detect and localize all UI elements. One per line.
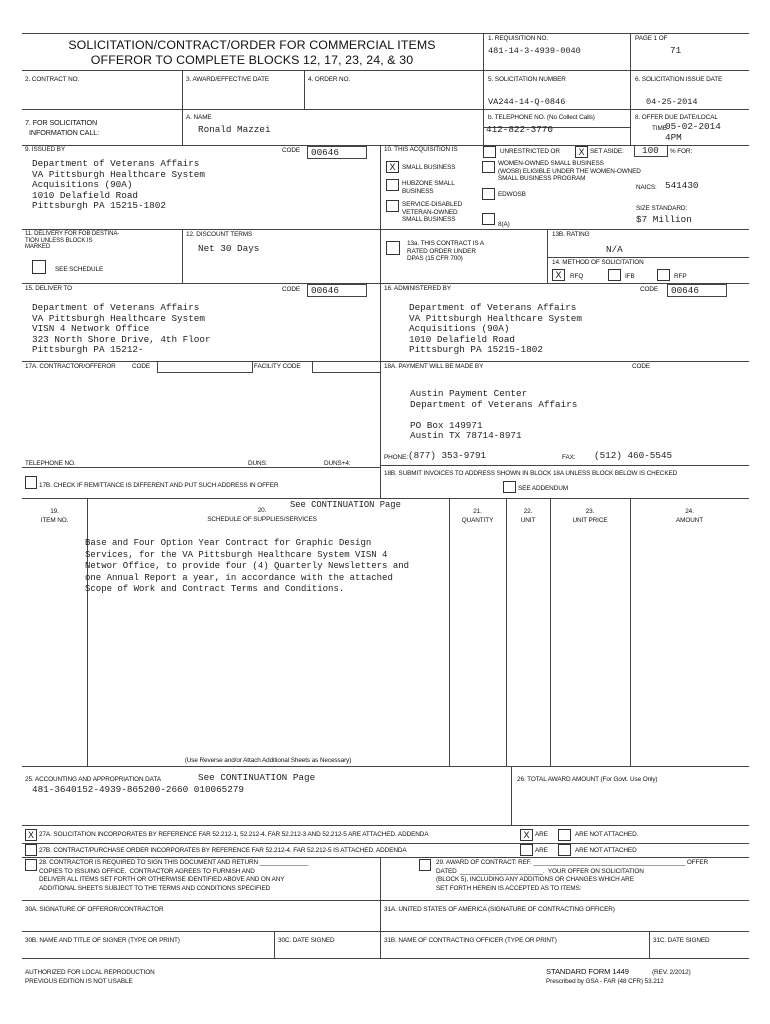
rfp-checkbox[interactable] <box>657 269 670 281</box>
rule <box>22 33 749 34</box>
rule <box>449 498 450 766</box>
issued-by-address: Department of Veterans Affairs VA Pittsburgh Healthcare System Acquisitions (90A) 1010 Delafield Road Pittsburgh PA 15215-1802 <box>32 158 205 211</box>
form-title: SOLICITATION/CONTRACT/ORDER FOR COMMERCIAL ITEMS <box>68 38 436 52</box>
issued-by-label: 9. ISSUED BY <box>25 146 65 153</box>
schedule-footnote: (Use Reverse and/or Attach Additional Sheets as Necessary) <box>184 757 352 764</box>
see-schedule-label: SEE SCHEDULE <box>55 266 104 273</box>
hubzone-label: HUBZONE SMALL BUSINESS <box>402 180 455 195</box>
rule <box>22 958 749 959</box>
unit-header: 22. UNIT <box>520 508 536 524</box>
issued-by-code-label: CODE <box>282 147 301 154</box>
method-label: 14. METHOD OF SOLICITATION <box>552 259 644 266</box>
see-schedule-checkbox[interactable] <box>32 260 46 274</box>
quantity-header: 21. QUANTITY <box>461 508 494 524</box>
set-aside-checkbox[interactable]: X <box>575 146 588 158</box>
eight-a-label: 8(A) <box>498 221 510 228</box>
contractor-code-box[interactable] <box>157 361 253 373</box>
accounting-label: 25. ACCOUNTING AND APPROPRIATION DATA <box>25 776 161 783</box>
rule <box>22 109 749 110</box>
rfq-checkbox[interactable]: X <box>552 269 565 281</box>
solicitation-info-label: 7. FOR SOLICITATION <box>25 118 98 127</box>
discount-terms-value[interactable]: Net 30 Days <box>198 243 260 254</box>
issue-date-label: 6. SOLICITATION ISSUE DATE <box>635 76 723 83</box>
rule <box>380 857 381 958</box>
award-date-label: 3. AWARD/EFFECTIVE DATE <box>186 76 270 83</box>
form-sf1449 <box>22 33 749 958</box>
payment-phone-label: PHONE: <box>384 454 408 461</box>
officer-name-label: 31B. NAME OF CONTRACTING OFFICER (TYPE OR PRINT) <box>384 937 557 944</box>
wosb-checkbox[interactable] <box>482 161 495 173</box>
payment-fax-value: (512) 460-5545 <box>594 450 673 461</box>
small-business-checkbox[interactable]: X <box>386 161 399 173</box>
block-28-checkbox[interactable] <box>25 859 37 871</box>
size-standard-value[interactable]: $7 Million <box>636 214 692 225</box>
telephone-label: b. TELEPHONE NO. (No Collect Calls) <box>488 114 595 121</box>
date-signed-label: 30C. DATE SIGNED <box>278 937 335 944</box>
amount-header: 24. AMOUNT <box>675 508 704 524</box>
offer-due-time-value[interactable]: 4PM <box>665 132 682 143</box>
unrestricted-label: UNRESTRICTED OR <box>500 148 560 155</box>
accounting-value: 481-3640152-4939-865200-2660 010065279 <box>32 784 245 795</box>
rule <box>547 229 548 283</box>
block-29-checkbox[interactable] <box>419 859 431 871</box>
27a-are-not-label: ARE NOT ATTACHED. <box>575 831 639 838</box>
facility-code-label: FACILITY CODE <box>254 363 301 370</box>
name-label: A. NAME <box>186 114 212 121</box>
solicitation-number-label: 5. SOLICITATION NUMBER <box>488 76 566 83</box>
requisition-value[interactable]: 481-14-3-4939-0040 <box>488 46 581 56</box>
schedule-number: 20. <box>257 507 267 514</box>
rule <box>182 70 183 145</box>
eight-a-checkbox[interactable] <box>482 213 495 225</box>
deliver-to-code-box[interactable] <box>307 284 367 297</box>
offer-due-date-value[interactable]: 05-02-2014 <box>665 121 721 132</box>
rule <box>22 825 749 826</box>
unrestricted-checkbox[interactable] <box>483 146 496 158</box>
see-addendum-label: SEE ADDENDUM <box>518 485 568 492</box>
duns4-label: DUNS+4: <box>324 460 351 467</box>
27b-are-label: ARE <box>535 847 548 854</box>
rule <box>22 283 749 284</box>
payment-address: Austin Payment Center Department of Veterans Affairs PO Box 149971 Austin TX 78714-8971 <box>410 388 578 441</box>
solicitation-number-value[interactable]: VA244-14-Q-0846 <box>488 97 566 107</box>
us-signature-label: 31A. UNITED STATES OF AMERICA (SIGNATURE OF CONTRACTING OFFICER) <box>384 906 615 913</box>
payment-fax-label: FAX: <box>562 454 576 461</box>
total-award-label: 26. TOTAL AWARD AMOUNT (For Govt. Use Only) <box>517 776 658 783</box>
deliver-to-address: Department of Veterans Affairs VA Pittsburgh Healthcare System VISN 4 Network Office 323 North Shore Drive, 4th Floor Pittsburgh PA 15212- <box>32 302 211 355</box>
administered-code-label: CODE <box>640 286 659 293</box>
27b-are-not-checkbox[interactable] <box>558 844 571 856</box>
submit-invoices-label: 18B. SUBMIT INVOICES TO ADDRESS SHOWN IN BLOCK 18A UNLESS BLOCK BELOW IS CHECKED <box>384 470 678 477</box>
block-29-text: 29. AWARD OF CONTRACT: REF. ____________________________________________ OFFER DATED ________________________. YOUR OFFER ON SOLICITATION (BLOCK 5), INCLUDING ANY ADDITIONS OR CHANGES WHICH ARE SET FORTH HEREIN IS ACCEPTED AS TO ITEMS: <box>436 859 709 892</box>
rfq-label: RFQ <box>570 273 584 280</box>
27a-are-checkbox[interactable]: X <box>520 829 533 841</box>
delivery-fob-label: 11. DELIVERY FOR FOB DESTINA- TION UNLESS BLOCK IS MARKED <box>25 231 120 250</box>
remittance-checkbox[interactable] <box>25 476 37 489</box>
block-27a-checkbox[interactable]: X <box>25 829 37 841</box>
rule <box>22 843 749 844</box>
deliver-to-label: 15. DELIVER TO <box>25 285 73 292</box>
small-business-label: SMALL BUSINESS <box>402 164 456 171</box>
page-label: PAGE 1 OF <box>635 35 668 42</box>
form-subtitle: OFFEROR TO COMPLETE BLOCKS 12, 17, 23, 24, & 30 <box>90 53 414 67</box>
administered-by-label: 16. ADMINISTERED BY <box>384 285 451 292</box>
contractor-label: 17A. CONTRACTOR/OFFEROR <box>25 363 116 370</box>
sdvosb-checkbox[interactable] <box>386 200 399 212</box>
administered-code-value: 00646 <box>671 285 699 296</box>
edwosb-label: EDWOSB <box>498 191 526 198</box>
hubzone-checkbox[interactable] <box>386 179 399 191</box>
27b-are-not-label: ARE NOT ATTACHED <box>575 847 637 854</box>
block-28-text: 28. CONTRACTOR IS REQUIRED TO SIGN THIS DOCUMENT AND RETURN ______________ COPIES TO ISSUING OFFICE. CONTRACTOR AGREES TO FURNISH AND DELIVER ALL ITEMS SET FORTH OR OTHERWISE IDENTIFIED ABOVE AND ON ANY ADDITIONAL SHEETS SUBJECT TO THE TERMS AND CONDITIONS SPECIFIED <box>39 859 309 892</box>
form-revision: (REV. 2/2012) <box>652 969 691 976</box>
payment-by-label: 18A. PAYMENT WILL BE MADE BY <box>384 363 484 370</box>
edwosb-checkbox[interactable] <box>482 188 495 200</box>
contractor-code-label: CODE <box>132 363 151 370</box>
rule <box>630 498 631 766</box>
acquisition-label: 10. THIS ACQUISITION IS <box>384 146 458 153</box>
administered-by-address: Department of Veterans Affairs VA Pittsburgh Healthcare System Acquisitions (90A) 1010 Delafield Road Pittsburgh PA 15215-1802 <box>409 302 582 355</box>
rule <box>22 229 749 230</box>
rule <box>511 766 512 825</box>
contact-name-value[interactable]: Ronald Mazzei <box>198 124 271 135</box>
unit-price-header: 23. UNIT PRICE <box>572 508 608 524</box>
form-prescribed: Prescribed by GSA - FAR (48 CFR) 53.212 <box>546 978 664 985</box>
rating-value: N/A <box>606 244 623 255</box>
rule <box>304 70 305 109</box>
27b-are-checkbox[interactable] <box>520 844 533 856</box>
administered-code-box[interactable] <box>667 284 727 297</box>
order-no-label: 4. ORDER NO. <box>308 76 351 83</box>
offeror-signature-label: 30A. SIGNATURE OF OFFEROR/CONTRACTOR <box>25 906 164 913</box>
contract-no-label: 2. CONTRACT NO. <box>25 76 80 83</box>
form-number: STANDARD FORM 1449 <box>546 967 629 976</box>
item-no-header: 19. ITEM NO. <box>40 508 69 524</box>
page-count-value: 71 <box>670 45 682 56</box>
schedule-header: SCHEDULE OF SUPPLIES/SERVICES <box>207 516 317 523</box>
requisition-label: 1. REQUISITION NO. <box>488 35 548 42</box>
deliver-to-code-label: CODE <box>282 286 301 293</box>
naics-value[interactable]: 541430 <box>665 180 699 191</box>
issued-by-code-value: 00646 <box>311 147 339 158</box>
ifb-label: IFB <box>625 273 635 280</box>
percent-for-label: % FOR: <box>670 148 693 155</box>
size-standard-label: SIZE STANDARD: <box>636 205 688 212</box>
block-27b-checkbox[interactable] <box>25 844 37 856</box>
contractor-telephone-label: TELEPHONE NO. <box>25 460 76 467</box>
rule <box>22 766 749 767</box>
time-label: TIME <box>652 125 667 132</box>
issue-date-value[interactable]: 04-25-2014 <box>646 97 698 107</box>
rated-order-label: 13a. THIS CONTRACT IS A RATED ORDER UNDER DPAS (15 CFR 700) <box>407 240 485 262</box>
payment-phone-value: (877) 353-9791 <box>408 450 487 461</box>
27a-are-label: ARE <box>535 831 548 838</box>
offer-due-label: 8. OFFER DUE DATE/LOCAL <box>635 114 718 121</box>
rule <box>22 931 749 932</box>
accounting-continuation: See CONTINUATION Page <box>198 772 316 783</box>
rule <box>22 900 749 901</box>
rfp-label: RFP <box>674 273 687 280</box>
rule <box>630 33 631 145</box>
ifb-checkbox[interactable] <box>608 269 621 281</box>
rule <box>182 229 183 283</box>
rule <box>380 145 381 499</box>
rule <box>274 931 275 958</box>
schedule-continuation: See CONTINUATION Page <box>290 500 401 510</box>
facility-code-box[interactable] <box>312 361 381 373</box>
rule <box>483 33 484 145</box>
rated-order-checkbox[interactable] <box>386 241 400 255</box>
block-27b-label: 27B. CONTRACT/PURCHASE ORDER INCORPORATES BY REFERENCE FAR 52.212-4. FAR 52.212-5 IS ATTACHED. ADDENDA <box>39 847 407 854</box>
deliver-to-code-value: 00646 <box>311 285 339 296</box>
issued-by-code-box[interactable] <box>307 146 367 159</box>
rule <box>547 257 749 258</box>
wosb-label: WOMEN-OWNED SMALL BUSINESS (WOSB) ELIGIBLE UNDER THE WOMEN-OWNED SMALL BUSINESS PROGRAM <box>498 160 641 182</box>
rule <box>506 498 507 766</box>
signer-name-label: 30B. NAME AND TITLE OF SIGNER (TYPE OR PRINT) <box>25 937 180 944</box>
27a-are-not-checkbox[interactable] <box>558 829 571 841</box>
sdvosb-label: SERVICE-DISABLED VETERAN-OWNED SMALL BUSINESS <box>402 201 463 223</box>
block-27a-label: 27A. SOLICITATION INCORPORATES BY REFERENCE FAR 52.212-1, 52.212-4. FAR 52.212-3 AND 52.212-5 ARE ATTACHED. ADDENDA <box>39 831 429 838</box>
rule <box>550 498 551 766</box>
rule <box>380 465 749 466</box>
rule <box>22 70 749 71</box>
payment-code-label: CODE <box>632 363 651 370</box>
percent-box[interactable] <box>634 145 668 157</box>
rule <box>22 361 749 362</box>
footer-left: AUTHORIZED FOR LOCAL REPRODUCTION PREVIOUS EDITION IS NOT USABLE <box>25 969 155 985</box>
discount-terms-label: 12. DISCOUNT TERMS <box>186 231 253 238</box>
set-aside-label: SET ASIDE: <box>590 148 624 155</box>
rating-label: 13B. RATING <box>552 231 590 238</box>
percent-value: 100 <box>642 145 659 156</box>
rule <box>22 857 749 858</box>
duns-label: DUNS: <box>248 460 268 467</box>
remittance-label: 17B. CHECK IF REMITTANCE IS DIFFERENT AND PUT SUCH ADDRESS IN OFFER <box>39 482 279 489</box>
addendum-checkbox[interactable] <box>503 481 516 493</box>
solicitation-info-label-2: INFORMATION CALL: <box>29 128 100 137</box>
schedule-description: Base and Four Option Year Contract for Graphic Design Services, for the VA Pittsburgh Healthcare System VISN 4 Networ Office, to provide four (4) Quarterly Newsletters and one Annual Report a year, in accordance with the attached Scope of Work and Contract Terms and Conditions. <box>85 538 410 594</box>
rule <box>22 498 749 499</box>
naics-label: NAICS: <box>636 184 657 191</box>
telephone-value[interactable]: 412-822-3770 <box>486 124 553 135</box>
officer-date-label: 31C. DATE SIGNED <box>653 937 710 944</box>
rule <box>649 931 650 958</box>
